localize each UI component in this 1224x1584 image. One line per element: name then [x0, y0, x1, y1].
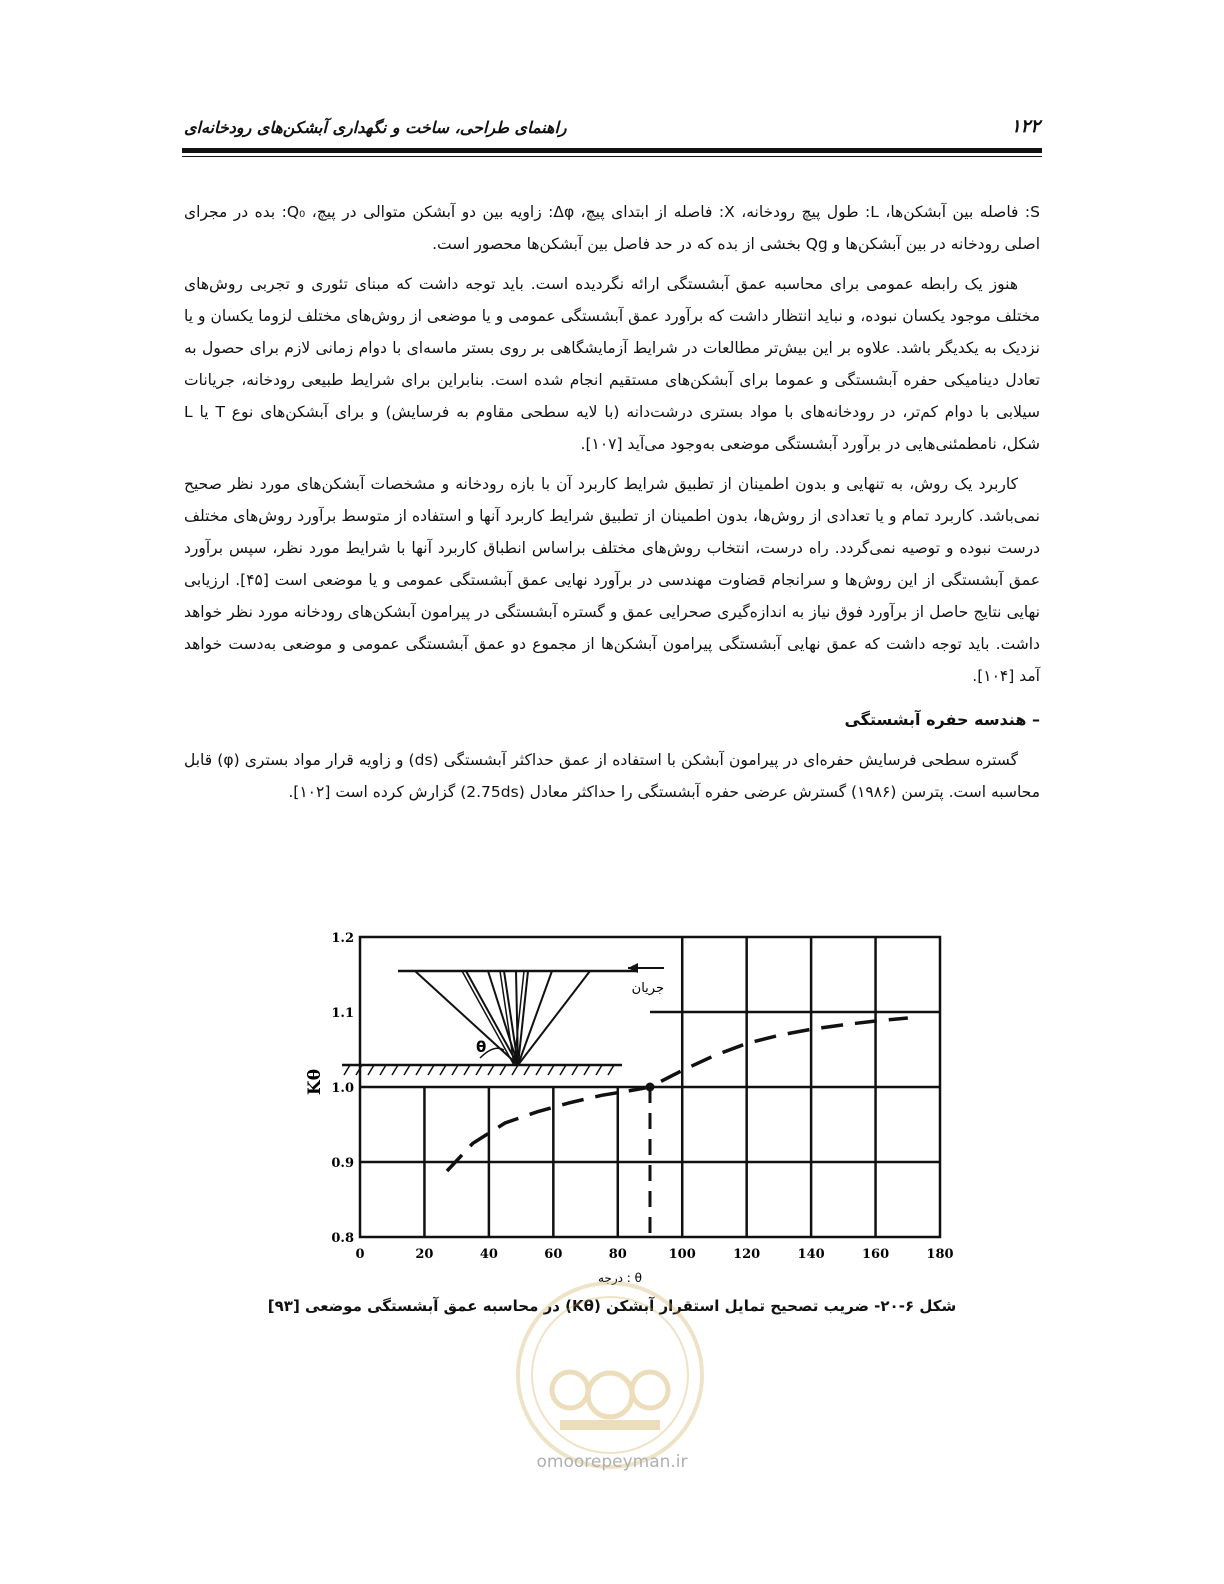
x-tick-label: 160 [861, 1247, 890, 1262]
x-tick-label: 120 [733, 1247, 761, 1262]
hatch-stroke [512, 1065, 518, 1075]
hatch-stroke [488, 1065, 494, 1075]
y-tick-label: 1.2 [331, 931, 354, 946]
groyne-inset-diagram [342, 963, 664, 1075]
hatch-stroke [536, 1065, 542, 1075]
x-tick-label: 140 [797, 1247, 825, 1262]
x-tick-label: 40 [479, 1247, 498, 1262]
hatch-stroke [368, 1065, 374, 1075]
x-tick-label: 80 [608, 1247, 627, 1262]
paragraph-general-relation: هنوز یک رابطه عمومی برای محاسبه عمق آبشستگی ارائه نگردیده است. باید توجه داشت که مبنای تئوری و تجربی روش‌های مختلف موجود یکسان نبوده، و نباید انتظار داشت که برآورد عمق آبشستگی عمومی و یا موضعی از روش‌های مختلف لزوما یکسان و یا نزدیک به یکدیگر باشد. علاوه بر این بیش‌تر مطالعات در شرایط آزمایشگاهی بر روی بستر ماسه‌ای با دوام زمانی لازم برای حصول به تعادل دینامیکی حفره آبشستگی و عموما برای آبشکن‌های مستقیم انجام شده است. بنابراین برای شرایط طبیعی رودخانه، جریانات سیلابی با دوام کم‌تر، در رودخانه‌های با مواد بستری درشت‌دانه (با لایه سطحی مقاوم به فرسایش) و برای آبشکن‌های نوع T یا L شکل، نامطمئنی‌هایی در برآورد آبشستگی موضعی به‌وجود می‌آید [۱۰۷]. [184, 275, 1041, 453]
k-theta-chart [290, 922, 970, 1292]
hatch-stroke [548, 1065, 554, 1075]
hatch-stroke [584, 1065, 590, 1075]
marker-point [646, 1083, 655, 1092]
x-tick-label: 60 [544, 1247, 563, 1262]
hatch-stroke [608, 1065, 614, 1075]
publisher-logo-watermark [500, 1270, 720, 1480]
publisher-site: omoorepeyman.ir [536, 1452, 688, 1472]
inset-groyne-lines [415, 971, 590, 1065]
hatch-stroke [572, 1065, 578, 1075]
hatch-stroke [380, 1065, 386, 1075]
x-axis-label: درجه : θ [597, 1271, 643, 1285]
y-axis-label: Kθ [305, 1068, 325, 1096]
hatch-stroke [416, 1065, 422, 1075]
x-tick-label: 20 [415, 1247, 434, 1262]
header-rule-thick [182, 148, 1042, 153]
hatch-stroke [500, 1065, 506, 1075]
hatch-stroke [560, 1065, 566, 1075]
paragraph-definitions: S: فاصله بین آبشکن‌ها، L: طول پیچ رودخانه، X: فاصله از ابتدای پیچ، Δφ: زاویه بین دو آبشکن متوالی در پیچ، Q₀: بده در مجرای اصلی رودخانه در بین آبشکن‌ها و Qg بخشی از بده که در حد فاصل بین آبشکن‌ها محصور است. [184, 203, 1040, 253]
page-number: ۱۲۲ [1010, 116, 1040, 137]
figure-caption: شکل ۶-۲۰- ضریب تصحیح تمایل استقرار آبشکن (Kθ) در محاسبه عمق آبشستگی موضعی [۹۳] [267, 1297, 957, 1315]
hatch-stroke [392, 1065, 398, 1075]
hatch-stroke [428, 1065, 434, 1075]
hatch-stroke [464, 1065, 470, 1075]
flow-label: جریان [631, 981, 664, 996]
body-text [184, 196, 1040, 816]
hatch-stroke [344, 1065, 350, 1075]
y-tick-label: 0.8 [331, 1231, 354, 1246]
theta-label: θ [476, 1038, 487, 1056]
x-tick-label: 100 [668, 1247, 696, 1262]
y-tick-label: 0.9 [331, 1156, 354, 1171]
hatch-stroke [452, 1065, 458, 1075]
hatch-stroke [404, 1065, 410, 1075]
hatch-stroke [524, 1065, 530, 1075]
groyne-line [518, 971, 590, 1065]
x-tick-label: 180 [926, 1247, 954, 1262]
y-tick-label: 1.0 [331, 1081, 354, 1096]
hatch-stroke [596, 1065, 602, 1075]
section-heading: – هندسه حفره آبشستگی [844, 710, 1040, 729]
y-tick-label: 1.1 [331, 1006, 354, 1021]
hatch-stroke [476, 1065, 482, 1075]
inset-bank-hatching [344, 1065, 614, 1075]
header-rule-thin [182, 156, 1042, 157]
hatch-stroke [440, 1065, 446, 1075]
paragraph-method-application: کاربرد یک روش، به تنهایی و بدون اطمینان از تطبیق شرایط کاربرد آن با بازه رودخانه و مشخصات آبشکن‌های مورد نظر صحیح نمی‌باشد. کاربرد تمام و یا تعدادی از روش‌ها، بدون اطمینان از تطبیق شرایط کاربرد آنها و استفاده از متوسط برآورد روش‌های مختلف درست نبوده و توصیه نمی‌گردد. راه درست، انتخاب روش‌های مختلف براساس انطباق کاربرد آنها با شرایط مورد نظر، سپس برآورد عمق آبشستگی از این روش‌ها و سرانجام قضاوت مهندسی در برآورد نهایی عمق آبشستگی عمومی و یا موضعی است [۴۵]. ارزیابی نهایی نتایج حاصل از برآورد فوق نیاز به اندازه‌گیری صحرایی عمق و گستره آبشستگی در پیرامون آبشکن‌های رودخانه مورد نظر خواهد داشت. باید توجه داشت که عمق نهایی آبشستگی پیرامون آبشکن‌ها از مجموع دو عمق آبشستگی عمومی و موضعی به‌دست خواهد آمد [۱۰۴]. [184, 475, 1040, 685]
x-tick-label: 0 [355, 1247, 365, 1262]
paragraph-scour-geometry: گستره سطحی فرسایش حفره‌ای در پیرامون آبشکن با استفاده از عمق حداکثر آبشستگی (ds) و زاویه قرار مواد بستری (φ) قابل محاسبه است. پترسن (۱۹۸۶) گسترش عرضی حفره آبشستگی را حداکثر معادل (2.75ds) گزارش کرده است [۱۰۲]. [184, 751, 1040, 801]
running-header-title: راهنمای طراحی، ساخت و نگهداری آبشکن‌های رودخانه‌ای [184, 118, 567, 137]
